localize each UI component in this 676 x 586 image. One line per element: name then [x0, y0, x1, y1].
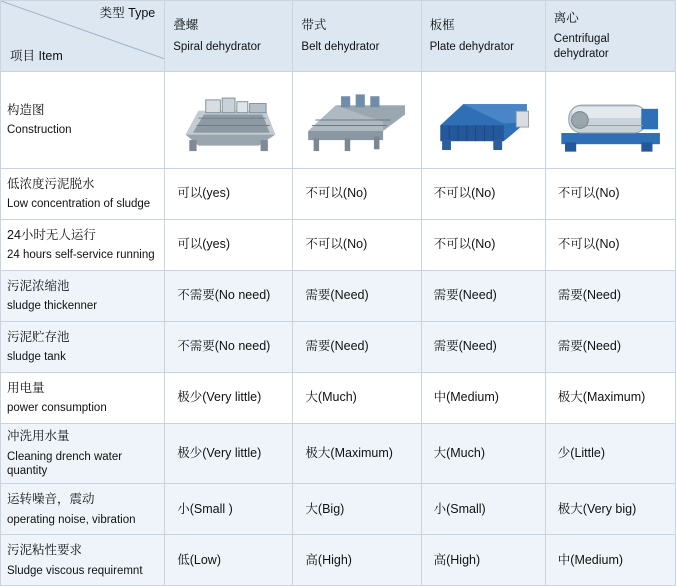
row-label-viscous-requirement	[1, 535, 165, 586]
cell-water-quantity-belt: 极大(Maximum)	[293, 424, 421, 484]
row-label-viscous-requirement-en: Sludge viscous requiremnt	[7, 564, 143, 577]
table-row-sludge-tank	[1, 322, 676, 373]
table-row-viscous-requirement	[1, 535, 676, 586]
row-label-sludge-tank-cn: 污泥贮存池	[7, 329, 70, 344]
row-label-construction	[1, 72, 165, 169]
cell-noise-vibration-plate: 小(Small)	[421, 484, 545, 535]
cell-low-concentration-centrifugal: 不可以(No)	[545, 169, 675, 220]
header-col-centrifugal-en: Centrifugal dehydrator	[553, 33, 610, 60]
cell-viscous-requirement-centrifugal: 中(Medium)	[545, 535, 675, 586]
cell-sludge-thickener-spiral: 不需要(No need)	[165, 271, 293, 322]
cell-low-concentration-belt: 不可以(No)	[293, 169, 421, 220]
table-row-noise-vibration	[1, 484, 676, 535]
row-label-sludge-tank-en: sludge tank	[7, 351, 66, 364]
cell-power-consumption-spiral: 极少(Very little)	[165, 373, 293, 424]
row-label-noise-vibration-cn: 运转噪音，震动	[7, 491, 95, 506]
cell-sludge-tank-centrifugal: 需要(Need)	[545, 322, 675, 373]
row-label-24h-running	[1, 220, 165, 271]
cell-power-consumption-belt: 大(Much)	[293, 373, 421, 424]
row-label-24h-running-en: 24 hours self-service running	[7, 249, 155, 262]
row-label-24h-running-cn: 24小时无人运行	[7, 227, 96, 242]
row-label-water-quantity	[1, 424, 165, 484]
cell-photo-belt	[293, 72, 421, 169]
cell-noise-vibration-spiral: 小(Small )	[165, 484, 293, 535]
cell-low-concentration-spiral: 可以(yes)	[165, 169, 293, 220]
header-col-plate-cn: 板框	[429, 18, 455, 32]
cell-photo-spiral	[165, 72, 293, 169]
row-label-low-concentration-en: Low concentration of sludge	[7, 198, 151, 211]
row-label-power-consumption-cn: 用电量	[7, 380, 45, 395]
cell-power-consumption-plate: 中(Medium)	[421, 373, 545, 424]
row-label-water-quantity-cn: 冲洗用水量	[7, 429, 70, 443]
cell-photo-plate	[421, 72, 545, 169]
header-col-plate-en: Plate dehydrator	[429, 40, 514, 53]
row-label-construction-cn: 构造图	[7, 102, 45, 117]
plate-dehydrator-photo	[428, 80, 539, 160]
table-row-water-quantity	[1, 424, 676, 484]
row-label-low-concentration-cn: 低浓度污泥脱水	[7, 176, 95, 191]
header-col-plate	[421, 1, 545, 72]
header-col-spiral	[165, 1, 293, 72]
cell-noise-vibration-belt: 大(Big)	[293, 484, 421, 535]
spiral-dehydrator-photo	[171, 80, 286, 160]
header-col-spiral-cn: 叠螺	[173, 18, 199, 32]
row-label-sludge-thickener	[1, 271, 165, 322]
row-label-sludge-tank	[1, 322, 165, 373]
cell-viscous-requirement-spiral: 低(Low)	[165, 535, 293, 586]
header-corner-cell	[1, 1, 165, 72]
table-row-sludge-thickener	[1, 271, 676, 322]
table-row-low-concentration	[1, 169, 676, 220]
belt-dehydrator-photo	[299, 80, 414, 160]
cell-sludge-thickener-plate: 需要(Need)	[421, 271, 545, 322]
header-col-centrifugal	[545, 1, 675, 72]
header-col-belt-en: Belt dehydrator	[301, 40, 380, 53]
header-type-label: 类型 Type	[99, 6, 156, 20]
row-label-power-consumption	[1, 373, 165, 424]
cell-viscous-requirement-plate: 高(High)	[421, 535, 545, 586]
centrifugal-dehydrator-photo	[552, 80, 669, 160]
header-col-spiral-en: Spiral dehydrator	[173, 40, 261, 53]
row-label-water-quantity-en: Cleaning drench water quantity	[7, 450, 123, 477]
header-item-label: 项目 Item	[10, 49, 63, 64]
table-row-24h-running	[1, 220, 676, 271]
cell-24h-running-belt: 不可以(No)	[293, 220, 421, 271]
header-col-belt	[293, 1, 421, 72]
cell-viscous-requirement-belt: 高(High)	[293, 535, 421, 586]
table-header-row	[1, 1, 676, 72]
cell-sludge-tank-spiral: 不需要(No need)	[165, 322, 293, 373]
row-label-noise-vibration-en: operating noise, vibration	[7, 513, 136, 526]
cell-power-consumption-centrifugal: 极大(Maximum)	[545, 373, 675, 424]
cell-noise-vibration-centrifugal: 极大(Very big)	[545, 484, 675, 535]
cell-24h-running-centrifugal: 不可以(No)	[545, 220, 675, 271]
cell-sludge-tank-plate: 需要(Need)	[421, 322, 545, 373]
row-label-sludge-thickener-cn: 污泥浓缩池	[7, 278, 70, 293]
row-label-construction-en: Construction	[7, 124, 72, 137]
cell-sludge-thickener-belt: 需要(Need)	[293, 271, 421, 322]
table-row-power-consumption	[1, 373, 676, 424]
cell-water-quantity-centrifugal: 少(Little)	[545, 424, 675, 484]
cell-low-concentration-plate: 不可以(No)	[421, 169, 545, 220]
cell-sludge-tank-belt: 需要(Need)	[293, 322, 421, 373]
cell-24h-running-plate: 不可以(No)	[421, 220, 545, 271]
row-label-sludge-thickener-en: sludge thickenner	[7, 300, 98, 313]
cell-water-quantity-plate: 大(Much)	[421, 424, 545, 484]
header-col-belt-cn: 带式	[301, 18, 327, 32]
table-row-construction	[1, 72, 676, 169]
cell-water-quantity-spiral: 极少(Very little)	[165, 424, 293, 484]
row-label-low-concentration	[1, 169, 165, 220]
row-label-noise-vibration	[1, 484, 165, 535]
row-label-power-consumption-en: power consumption	[7, 402, 107, 415]
cell-24h-running-spiral: 可以(yes)	[165, 220, 293, 271]
header-col-centrifugal-cn: 离心	[553, 10, 579, 25]
row-label-viscous-requirement-cn: 污泥粘性要求	[7, 542, 83, 557]
cell-photo-centrifugal	[545, 72, 675, 169]
cell-sludge-thickener-centrifugal: 需要(Need)	[545, 271, 675, 322]
